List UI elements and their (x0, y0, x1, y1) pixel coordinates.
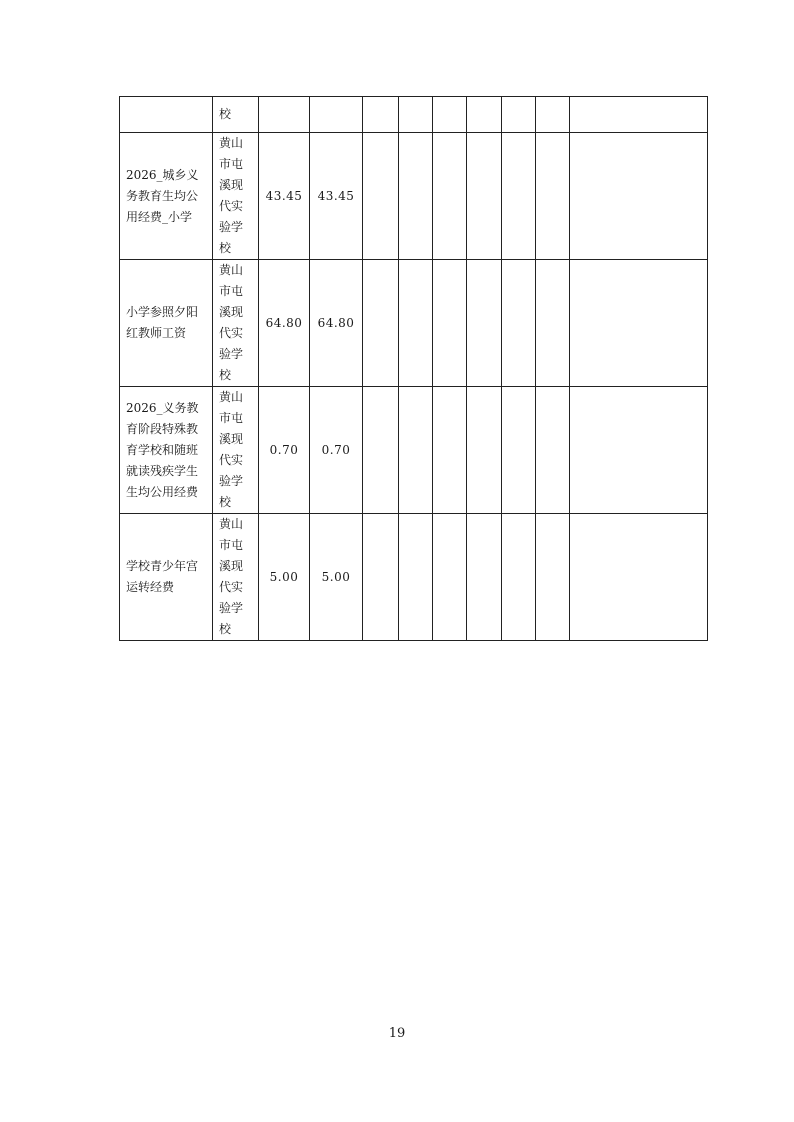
blank-cell (536, 97, 570, 133)
page-number: 19 (388, 1026, 406, 1041)
total-amount-cell: 5.00 (259, 514, 310, 641)
unit-name-cell: 黄山市屯溪现代实验学校 (213, 514, 259, 641)
blank-cell (570, 97, 708, 133)
blank-cell (399, 387, 433, 514)
blank-cell (536, 260, 570, 387)
budget-project-table (119, 96, 708, 641)
unit-name-cell: 黄山市屯溪现代实验学校 (213, 133, 259, 260)
table-row (120, 260, 708, 387)
project-name-cell: 2026_城乡义务教育生均公用经费_小学 (120, 133, 213, 260)
blank-cell (363, 260, 399, 387)
blank-cell (433, 514, 467, 641)
table-row (120, 97, 708, 133)
fiscal-amount-cell: 5.00 (310, 514, 363, 641)
blank-cell (363, 133, 399, 260)
blank-cell (570, 260, 708, 387)
unit-name-cell: 黄山市屯溪现代实验学校 (213, 387, 259, 514)
fiscal-amount-cell: 0.70 (310, 387, 363, 514)
total-amount-cell: 43.45 (259, 133, 310, 260)
total-amount-cell: 64.80 (259, 260, 310, 387)
blank-cell (570, 133, 708, 260)
blank-cell (502, 260, 536, 387)
total-amount-cell: 0.70 (259, 387, 310, 514)
blank-cell (399, 133, 433, 260)
blank-cell (536, 133, 570, 260)
fiscal-amount-cell: 64.80 (310, 260, 363, 387)
project-name-cell (120, 97, 213, 133)
blank-cell (433, 260, 467, 387)
table-row (120, 133, 708, 260)
blank-cell (399, 97, 433, 133)
total-amount-cell (259, 97, 310, 133)
project-name-cell: 学校青少年宫运转经费 (120, 514, 213, 641)
blank-cell (502, 514, 536, 641)
table-row (120, 514, 708, 641)
blank-cell (502, 97, 536, 133)
blank-cell (502, 387, 536, 514)
blank-cell (570, 387, 708, 514)
blank-cell (399, 514, 433, 641)
blank-cell (467, 514, 502, 641)
blank-cell (467, 133, 502, 260)
project-name-cell: 2026_义务教育阶段特殊教育学校和随班就读残疾学生生均公用经费 (120, 387, 213, 514)
blank-cell (399, 260, 433, 387)
blank-cell (536, 387, 570, 514)
blank-cell (363, 514, 399, 641)
fiscal-amount-cell (310, 97, 363, 133)
blank-cell (467, 387, 502, 514)
blank-cell (536, 514, 570, 641)
project-name-cell: 小学参照夕阳红教师工资 (120, 260, 213, 387)
table-row (120, 387, 708, 514)
blank-cell (433, 387, 467, 514)
blank-cell (363, 97, 399, 133)
fiscal-amount-cell: 43.45 (310, 133, 363, 260)
blank-cell (433, 133, 467, 260)
blank-cell (570, 514, 708, 641)
unit-name-cell: 校 (213, 97, 259, 133)
blank-cell (467, 260, 502, 387)
blank-cell (433, 97, 467, 133)
unit-name-cell: 黄山市屯溪现代实验学校 (213, 260, 259, 387)
blank-cell (363, 387, 399, 514)
blank-cell (502, 133, 536, 260)
blank-cell (467, 97, 502, 133)
